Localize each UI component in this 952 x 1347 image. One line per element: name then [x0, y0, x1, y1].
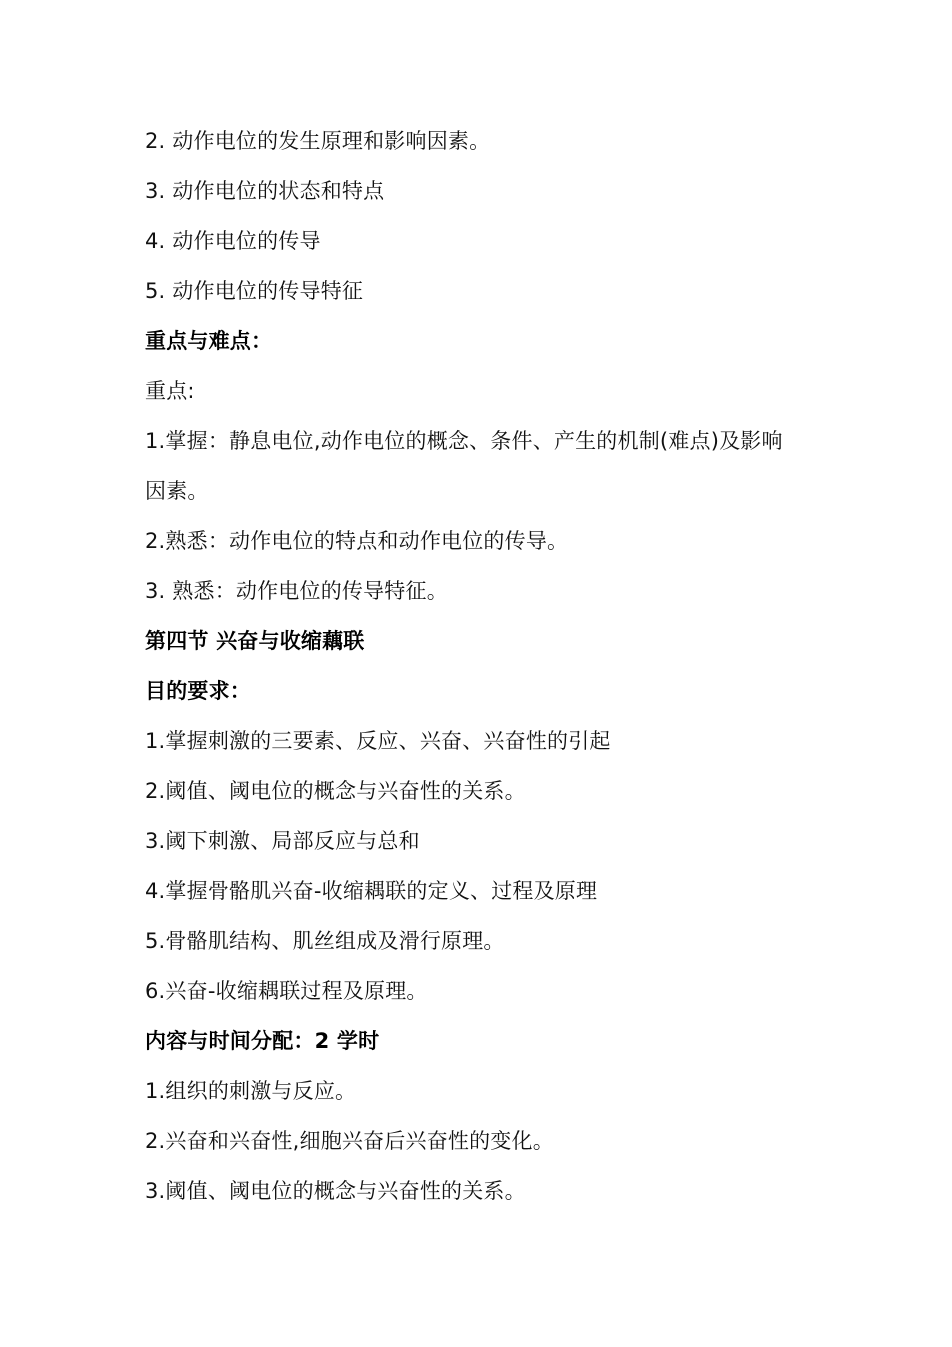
key-point-1: 1.掌握：静息电位,动作电位的概念、条件、产生的机制(难点)及影响	[145, 429, 783, 453]
list-item-action-potential-state: 3. 动作电位的状态和特点	[145, 179, 385, 203]
objective-5: 5.骨骼肌结构、肌丝组成及滑行原理。	[145, 929, 505, 953]
key-point-3: 3. 熟悉：动作电位的传导特征。	[145, 579, 448, 603]
section-heading-4: 第四节 兴奋与收缩藕联	[145, 629, 365, 653]
objective-4: 4.掌握骨骼肌兴奋-收缩耦联的定义、过程及原理	[145, 879, 598, 903]
objective-3: 3.阈下刺激、局部反应与总和	[145, 829, 420, 853]
content-item-1: 1.组织的刺激与反应。	[145, 1079, 357, 1103]
label-key-points: 重点:	[145, 379, 195, 403]
heading-objectives: 目的要求：	[145, 679, 251, 703]
heading-content-schedule: 内容与时间分配：2 学时	[145, 1029, 380, 1053]
objective-6: 6.兴奋-收缩耦联过程及原理。	[145, 979, 428, 1003]
list-item-action-potential-conduction: 4. 动作电位的传导	[145, 229, 321, 253]
content-item-2: 2.兴奋和兴奋性,细胞兴奋后兴奋性的变化。	[145, 1129, 554, 1153]
heading-key-points: 重点与难点：	[145, 329, 273, 353]
objective-1: 1.掌握刺激的三要素、反应、兴奋、兴奋性的引起	[145, 729, 611, 753]
list-item-conduction-features: 5. 动作电位的传导特征	[145, 279, 364, 303]
key-point-2: 2.熟悉：动作电位的特点和动作电位的传导。	[145, 529, 569, 553]
document-body	[145, 116, 825, 1216]
list-item-action-potential-mechanism: 2. 动作电位的发生原理和影响因素。	[145, 129, 491, 153]
objective-2: 2.阈值、阈电位的概念与兴奋性的关系。	[145, 779, 526, 803]
content-item-3: 3.阈值、阈电位的概念与兴奋性的关系。	[145, 1179, 526, 1203]
key-point-1-continued: 因素。	[145, 479, 209, 503]
